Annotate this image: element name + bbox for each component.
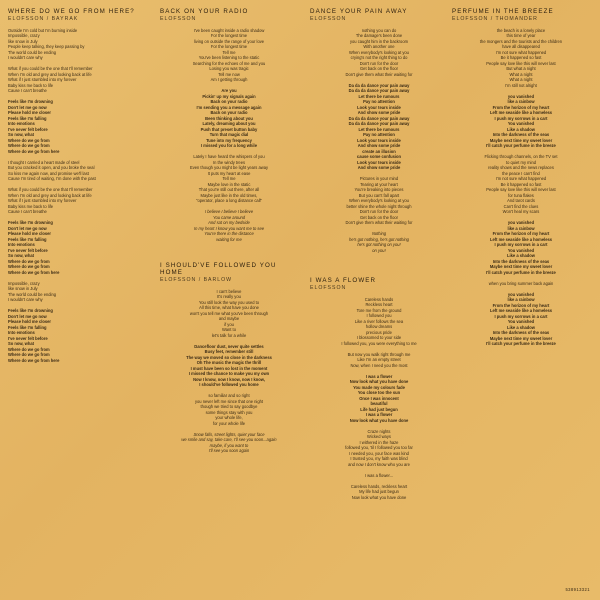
- lyric-line: I followed you: [366, 313, 392, 318]
- lyric-line: Where do we go from: [8, 346, 50, 352]
- lyric-line: Maybe next time my sweet lover: [489, 335, 553, 341]
- lyric-line: I must have been so lost in the moment: [190, 365, 268, 371]
- lyric-line: Maybe next time my sweet lover: [489, 137, 553, 143]
- lyric-line: Now look what you have done: [351, 494, 407, 500]
- lyric-line: But what a night: [506, 66, 536, 71]
- lyric-line: Reckless heart: [365, 302, 393, 307]
- lyric-line: Pictures in your mind: [359, 176, 399, 181]
- lyric-line: I followed you, you were everything to me: [341, 340, 417, 346]
- lyric-line: Life had just begun: [360, 406, 398, 412]
- lyric-line: beautiful: [370, 401, 388, 406]
- chorus: [160, 88, 298, 149]
- lyric-line: Pay no attention: [363, 99, 395, 104]
- lyric-line: Da da da dance your pain away: [348, 115, 410, 121]
- lyric-line: The damage's been done: [355, 33, 403, 38]
- lyric-line: the mongers and the tourists and the children: [479, 38, 563, 44]
- lyric-line: I wouldn't care why: [8, 297, 43, 302]
- lyric-line: What a night: [509, 77, 533, 82]
- lyric-line: Want to: [222, 327, 236, 332]
- lyric-line: I've never felt before: [8, 335, 48, 341]
- lyric-line: My life had just begun: [359, 489, 399, 494]
- lyric-line: Now, when I need you the most: [350, 362, 408, 368]
- song-credit: ELOFSSON: [160, 16, 197, 22]
- lyric-line: Dancefloor dust, never quite settles: [194, 343, 264, 349]
- lyric-line: I push my sorrows in a cart: [494, 242, 548, 247]
- lyric-line: Left me seaside like a homeless: [489, 236, 553, 242]
- lyric-line: to quiet my mind: [505, 159, 537, 165]
- column-3: [310, 8, 448, 506]
- lyric-line: Flicking through channels, on the TV set: [484, 154, 558, 159]
- lyric-line: Losing you was tragic: [209, 66, 249, 71]
- lyric-line: Be it happened so fast: [500, 181, 542, 187]
- lyric-line: won't you tell me what you've been through: [189, 310, 269, 316]
- lyric-line: Da da da dance your pain away: [348, 88, 410, 93]
- chorus: [452, 292, 590, 347]
- lyric-line: Outside I'm cold but I'm burning inside: [8, 27, 78, 33]
- song-title: BACK ON YOUR RADIO: [160, 8, 249, 15]
- lyric-line: Like I'm an empty street: [357, 357, 401, 362]
- lyric-line: But now you walk right through me: [347, 351, 411, 357]
- verse: [452, 281, 590, 287]
- chorus: [452, 94, 590, 149]
- lyric-line: on you!: [372, 247, 386, 253]
- lyric-line: The world could be ending: [8, 291, 57, 297]
- lyric-line: I'm not sure what happened: [495, 49, 547, 55]
- column-1: [8, 8, 146, 369]
- song: [310, 277, 448, 500]
- lyric-line: But you cracked it open, and you broke the seal: [8, 165, 95, 170]
- lyric-line: Busy feet, remember still: [204, 349, 254, 354]
- lyric-line: Lately I have heard the whispers of you: [193, 154, 265, 159]
- lyric-line: if you: [224, 321, 234, 327]
- song: [160, 8, 298, 242]
- lyric-line: Are you: [221, 88, 237, 93]
- verse: [310, 484, 448, 501]
- lyric-line: Back on your radio: [210, 99, 248, 104]
- lyric-line: Like a river follows the sea: [354, 318, 404, 324]
- lyric-line: cause some confusion: [356, 154, 402, 159]
- lyric-line: Wicked ways: [367, 434, 391, 439]
- chorus: [8, 308, 146, 363]
- lyric-line: Am I getting through: [210, 77, 248, 82]
- lyric-line: he's got nothing, he's got nothing: [349, 236, 409, 242]
- song: [8, 8, 146, 363]
- lyric-line: And show some pride: [357, 110, 401, 115]
- lyric-line: Careless hands: [364, 296, 394, 302]
- lyric-line: From the horizon of my heart: [492, 302, 550, 308]
- lyric-line: What if you could be the one that I'll remember: [8, 187, 93, 192]
- lyric-line: Don't give them what their waiting for: [345, 71, 413, 77]
- lyric-line: for tuna flakes: [508, 192, 534, 198]
- lyric-line: Now I know, now I know, now I know,: [193, 376, 265, 382]
- lyric-line: Left me seaside like a homeless: [489, 110, 553, 115]
- song: [310, 8, 448, 253]
- lyric-line: Been thinking about you: [205, 115, 253, 121]
- lyric-line: The way we moved so close in the darkness: [186, 354, 272, 360]
- lyric-line: And sat on my bedside: [208, 220, 250, 225]
- lyric-line: I withered in the haze: [359, 439, 399, 445]
- verse: [452, 28, 590, 89]
- lyric-line: I'm still not alright: [505, 82, 537, 88]
- lyric-line: When everybody's looking at you: [349, 198, 409, 203]
- lyric-line: People keep talking, they keep passing by: [8, 44, 85, 49]
- lyric-line: Where do we go from: [8, 258, 50, 264]
- lyric-line: I've been caught inside a radio shadow: [193, 27, 265, 33]
- lyric-line: I missed you for a long while: [201, 143, 257, 148]
- verse: [160, 289, 298, 339]
- song-title: PERFUME IN THE BREEZE: [452, 8, 554, 15]
- chorus: [8, 99, 146, 154]
- lyric-line: What a night: [509, 71, 533, 77]
- lyric-line: Oh The music the magic the thrill: [196, 360, 262, 365]
- verse: [310, 473, 448, 479]
- lyric-line: Feels like I'm falling: [8, 324, 47, 330]
- lyric-line: living on outside the range of your love: [193, 38, 265, 44]
- lyric-line: Where do we go from: [8, 352, 50, 357]
- lyric-line: you vanished: [507, 93, 535, 99]
- lyric-line: crying's not the right thing to do: [350, 55, 408, 60]
- lyric-line: Feels like I'm drowning: [8, 308, 53, 313]
- lyric-line: I'll catch your perfume in the breeze: [486, 143, 556, 148]
- lyric-line: you never left me since that one night: [194, 398, 264, 404]
- lyric-line: But you can't fall apart: [358, 192, 400, 198]
- lyric-line: Once I was innocent: [359, 395, 399, 401]
- catalog-number: 538913321: [565, 587, 590, 592]
- lyric-line: I was a flower...: [364, 472, 394, 478]
- lyric-line: Where do we go from: [8, 137, 50, 143]
- lyric-line: precious pride: [366, 329, 392, 335]
- lyric-line: Pay no attention: [363, 132, 395, 137]
- lyric-line: For the longest time: [210, 44, 248, 49]
- lyric-line: I push my sorrows in a cart: [494, 313, 548, 319]
- lyric-line: Feels like I'm falling: [8, 236, 47, 242]
- lyric-line: Tell me: [222, 49, 236, 55]
- lyric-line: Lately, dreaming about you: [202, 121, 256, 126]
- lyric-line: Where do we go from: [8, 143, 50, 148]
- lyric-line: Pickin' up my signals again: [202, 93, 256, 99]
- lyric-line: I'll catch your perfume in the breeze: [486, 341, 556, 346]
- lyric-line: You're there in the distance: [204, 231, 254, 236]
- lyric-line: waiting for me: [216, 236, 242, 242]
- lyric-line: When everybody's looking at you: [349, 49, 409, 55]
- verse: [8, 28, 146, 61]
- lyric-line: I missed the chance to make you my own: [188, 371, 270, 376]
- lyric-line: Careless hands, reckless heart: [350, 483, 408, 489]
- lyric-line: In my heart I know you want me to see: [193, 225, 265, 231]
- lyric-line: let's talk for a while: [211, 332, 247, 338]
- song-credit: ELOFSSON: [310, 285, 347, 291]
- lyric-line: I push my sorrows in a cart: [494, 115, 548, 121]
- lyric-line: Into emotions: [8, 330, 35, 335]
- lyric-line: so familiar and so right: [208, 393, 250, 398]
- lyric-line: you vanished: [507, 220, 535, 225]
- verse: [310, 429, 448, 468]
- lyric-line: And show some pride: [357, 165, 401, 170]
- lyric-line: Don't run for the door: [359, 209, 399, 214]
- verse: [160, 432, 298, 454]
- lyric-line: he's got nothing on you!: [357, 242, 401, 247]
- lyric-line: I've never felt before: [8, 247, 48, 253]
- lyric-line: I thought I carried a heart made of steel: [8, 159, 80, 165]
- lyric-line: Where do we go from here: [8, 357, 60, 363]
- lyric-line: better shine the whole night through: [346, 203, 412, 209]
- chorus: [160, 344, 298, 388]
- lyric-line: I'm not sure what happened: [495, 176, 547, 181]
- lyric-line: It's really you: [217, 294, 241, 299]
- lyric-line: the beach is a lonely place: [496, 27, 546, 33]
- lyric-line: like snow in July: [8, 286, 38, 291]
- verse: [160, 393, 298, 426]
- lyric-line: Like a shadow: [507, 126, 535, 132]
- lyric-line: Turn that magic dial: [209, 132, 249, 137]
- lyric-line: I'll see you soon again: [208, 448, 250, 453]
- song-credit: ELOFSSON / BAYRAK: [8, 16, 79, 22]
- lyric-line: create an illusion: [362, 148, 396, 154]
- lyric-line: So kiss me again now, and promise we'll last: [8, 170, 89, 176]
- lyric-line: I blossomed to your side: [356, 335, 402, 340]
- lyric-line: Into emotions: [8, 242, 35, 247]
- song-credit: ELOFSSON / BARLOW: [160, 277, 233, 283]
- lyric-line: What if you could be the one that I'll remember: [8, 66, 93, 71]
- lyric-line: Searching for the echoes of me and you: [192, 60, 266, 66]
- lyric-line: Maybe just like in the old times,: [200, 192, 258, 198]
- lyric-line: like a rainbow: [507, 297, 535, 302]
- lyric-line: Where do we go from: [8, 264, 50, 269]
- lyric-line: Baby kiss me back to life: [8, 203, 54, 209]
- song: [160, 262, 298, 454]
- lyric-line: though we tried to say goodbye: [200, 404, 258, 409]
- lyric-line: Feels like I'm drowning: [8, 220, 53, 225]
- lyric-line: Please hold me closer: [8, 319, 52, 324]
- lyric-line: Can't find the clues: [503, 203, 539, 209]
- song-credit: ELOFSSON: [310, 16, 347, 22]
- lyric-line: Please hold me closer: [8, 231, 52, 236]
- verse: [8, 160, 146, 182]
- lyric-line: Tune into my frequency: [206, 137, 252, 143]
- lyric-line: hollow dreams: [365, 324, 393, 329]
- verse: [8, 66, 146, 94]
- verse: [310, 176, 448, 226]
- lyric-line: With another one: [363, 44, 395, 49]
- chorus: [310, 83, 448, 171]
- lyric-line: Maybe next time my sweet lover: [489, 264, 553, 269]
- lyric-line: When I'm old and grey and looking back at life: [8, 192, 92, 198]
- lyric-line: In the windy trees: [212, 159, 246, 165]
- lyric-line: You vanished: [507, 319, 535, 324]
- lyric-line: Impossible, crazy: [8, 280, 40, 286]
- lyric-line: You've been listening to the static: [198, 55, 260, 60]
- lyric-line: The world could be ending: [8, 49, 57, 55]
- verse: [310, 28, 448, 78]
- chorus: [452, 220, 590, 275]
- lyric-line: Even though you might be light years away: [189, 165, 269, 170]
- lyric-line: and maybe: [218, 316, 240, 321]
- lyric-line: And show some pride: [357, 143, 401, 148]
- lyric-line: reality shows and the news replaces: [488, 165, 554, 170]
- lyric-line: Da da da dance your pain away: [348, 82, 410, 88]
- lyric-line: Don't let me go now: [8, 313, 47, 319]
- lyric-line: When I'm old and grey and looking back at life: [8, 71, 92, 77]
- verse: [160, 209, 298, 242]
- lyric-line: So now, what: [8, 132, 35, 137]
- lyric-line: Like a shadow: [507, 253, 535, 258]
- lyric-line: What if I just stumbled into my forever: [8, 198, 77, 203]
- lyric-line: Cause I'm tired of waiting, I'm done with the past: [8, 176, 96, 181]
- lyric-line: And tarot cards: [507, 198, 535, 203]
- lyric-line: I should've followed you home: [199, 382, 259, 387]
- lyric-line: Tore me from the ground: [356, 307, 402, 313]
- verse: [310, 231, 448, 253]
- lyric-line: Let there be rumours: [358, 126, 400, 132]
- lyric-line: You vanished: [507, 247, 535, 253]
- lyric-line: So now, what: [8, 341, 35, 346]
- lyric-line: Get back on the floor: [359, 66, 398, 71]
- lyric-line: Get back on the floor: [359, 214, 398, 220]
- lyric-line: when you bring summer back again: [488, 280, 554, 286]
- lyric-line: have all disappeared: [502, 44, 540, 49]
- lyric-line: I needed you, your face was kind: [349, 450, 409, 456]
- lyric-line: for your whole life: [212, 420, 246, 426]
- lyric-line: Nothing: [371, 231, 387, 236]
- lyric-line: That you're still out there, after all: [198, 187, 260, 192]
- lyric-line: I wouldn't care why: [8, 55, 43, 60]
- song: [452, 8, 590, 347]
- verse: [8, 187, 146, 215]
- lyric-line: you caught him in the backroom: [349, 38, 409, 44]
- lyric-line: You came around: [212, 214, 246, 220]
- lyric-line: Into the darkness of the seas: [492, 132, 550, 137]
- lyric-line: like snow in July: [8, 38, 38, 44]
- lyric-line: Look your tears inside: [357, 137, 401, 143]
- lyric-line: I trusted you, my faith was blind: [350, 456, 408, 461]
- lyric-line: Impossible, crazy: [8, 33, 40, 38]
- lyric-line: I'm sending you a message again: [196, 104, 262, 110]
- verse: [310, 352, 448, 369]
- lyric-line: like a rainbow: [507, 225, 535, 231]
- lyric-line: You made my colours fade: [353, 384, 405, 390]
- lyric-line: Please hold me closer: [8, 110, 52, 115]
- lyric-line: I'll catch your perfume in the breeze: [486, 269, 556, 275]
- lyric-line: followed you, 'til I followed you too far: [345, 445, 413, 450]
- lyric-line: You still look the way you used to: [198, 299, 260, 305]
- lyric-line: Tearing at your heart: [360, 181, 398, 187]
- verse: [8, 281, 146, 303]
- column-2: [160, 8, 298, 460]
- lyric-line: your whole life,: [215, 415, 243, 420]
- lyric-line: Tell me now: [218, 71, 240, 77]
- lyric-line: Don't run for the door: [359, 60, 399, 66]
- lyric-line: People say love like this will never last: [486, 187, 556, 192]
- lyric-line: Da da da dance your pain away: [348, 121, 410, 126]
- lyric-line: I believe I believe I believe: [204, 209, 254, 214]
- lyric-line: Into emotions: [8, 121, 35, 126]
- lyric-line: Like a shadow: [507, 324, 535, 330]
- lyric-line: Don't give them what their waiting for: [345, 220, 413, 225]
- lyric-line: "operator, place a long distance call": [196, 198, 262, 203]
- lyric-line: Maybe love in the static: [207, 181, 251, 187]
- lyric-line: Back on your radio: [210, 110, 248, 115]
- lyric-line: I was a flower: [365, 412, 393, 417]
- song-title: DANCE YOUR PAIN AWAY: [310, 8, 408, 15]
- song-title: I WAS A FLOWER: [310, 277, 377, 284]
- lyric-line: like a rainbow: [507, 99, 535, 104]
- lyric-line: I was a flower: [365, 373, 393, 379]
- lyric-line: People say love like this will never last: [486, 60, 556, 66]
- lyric-line: For the longest time: [210, 33, 248, 38]
- column-4: [452, 8, 590, 353]
- lyric-line: You close too the sun: [357, 390, 401, 395]
- chorus: [8, 220, 146, 275]
- verse: [160, 28, 298, 83]
- lyric-line: you vanished: [507, 291, 535, 297]
- lyric-line: Tell me: [222, 176, 236, 181]
- lyric-line: So now, what: [8, 253, 35, 258]
- lyric-line: Cause I can't breathe: [8, 209, 47, 214]
- lyric-line: Now look what you have done: [349, 379, 409, 384]
- lyric-line: Where do we go from here: [8, 269, 60, 275]
- verse: [160, 154, 298, 204]
- lyric-line: this time of year: [506, 33, 536, 38]
- lyric-line: Into the darkness of the seas: [492, 258, 550, 264]
- lyric-line: You're breaking into pieces: [354, 187, 404, 192]
- lyric-line: Cause I can't breathe: [8, 88, 47, 93]
- lyric-line: Won't heal my scars: [502, 209, 540, 214]
- lyric-line: From the horizon of my heart: [492, 104, 550, 110]
- lyric-line: You vanished: [507, 121, 535, 126]
- lyric-line: Look your tears inside: [357, 104, 401, 110]
- lyric-line: Feels like I'm falling: [8, 115, 47, 121]
- lyric-line: Don't let me go now: [8, 225, 47, 231]
- lyric-line: It puts my heart at ease: [207, 170, 251, 176]
- lyric-line: Craze nights: [367, 428, 391, 434]
- lyric-line: Don't let me go now: [8, 104, 47, 110]
- lyric-line: What if I just stumbled into my forever: [8, 77, 77, 82]
- verse: [310, 297, 448, 347]
- verse: [452, 154, 590, 215]
- lyric-line: nothing you can do: [361, 27, 397, 33]
- lyric-line: Baby kiss me back to life: [8, 82, 54, 88]
- lyric-line: All this time, what have you done: [199, 305, 259, 310]
- song-title: I SHOULD'VE FOLLOWED YOU HOME: [160, 262, 277, 276]
- lyric-line: Snow falls, street lights, quiet your face: [193, 431, 265, 437]
- lyric-line: Into the darkness of the seas: [492, 330, 550, 335]
- lyric-line: the peace I can't find: [502, 170, 540, 176]
- song-credit: ELOFSSON / THOMANDER: [452, 16, 538, 22]
- lyric-line: Now look what you have done: [349, 417, 409, 423]
- lyric-line: Push that preset button baby: [200, 126, 258, 132]
- lyric-line: Left me seaside like a homeless: [489, 308, 553, 313]
- lyric-line: Be it happened so fast: [500, 55, 542, 60]
- lyric-line: some things stay with you: [205, 409, 253, 415]
- lyric-line: Look your tears inside: [357, 159, 401, 165]
- lyric-line: Feels like I'm drowning: [8, 99, 53, 104]
- song-title: WHERE DO WE GO FROM HERE?: [8, 8, 135, 15]
- lyric-line: I can't believe: [216, 288, 242, 294]
- lyric-line: maybe, if you want to: [209, 442, 249, 448]
- lyric-line: we smile and say, take care, I'll see you soon...again: [181, 437, 277, 442]
- lyric-line: and now I don't know who you are: [348, 461, 410, 467]
- lyric-line: Let there be rumours: [358, 93, 400, 99]
- chorus: [310, 374, 448, 424]
- lyric-line: I've never felt before: [8, 126, 48, 132]
- lyric-line: From the horizon of my heart: [492, 231, 550, 236]
- lyric-line: Where do we go from here: [8, 148, 60, 154]
